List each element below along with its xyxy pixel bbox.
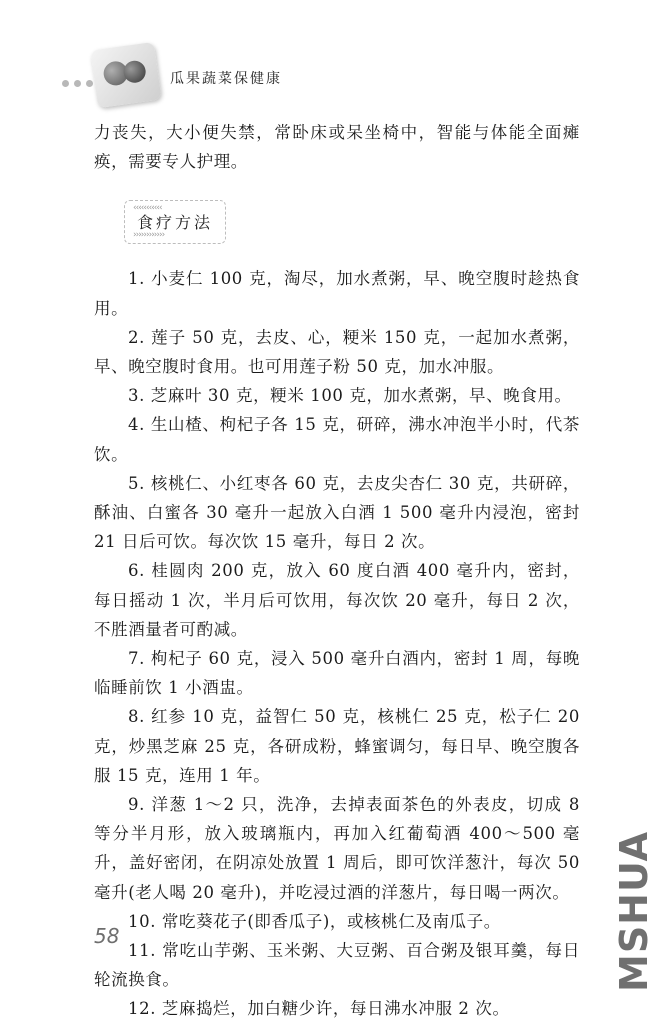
page-header <box>62 44 362 110</box>
list-item: 10. 常吃葵花子(即香瓜子)，或核桃仁及南瓜子。 <box>128 911 501 931</box>
fruit-icon <box>122 59 147 84</box>
watermark: MSHUA <box>612 830 656 992</box>
list-item: 1. 小麦仁 100 克，淘尽，加水煮粥，早、晚空腹时趁热食用。 <box>94 269 580 318</box>
list-item: 4. 生山楂、枸杞子各 15 克，研碎，沸水冲泡半小时，代茶饮。 <box>94 415 580 464</box>
page-content <box>94 118 580 1024</box>
dot-decoration <box>74 80 81 87</box>
list-item: 5. 核桃仁、小红枣各 60 克，去皮尖杏仁 30 克，共研碎，酥油、白蜜各 30 毫升一起放入白酒 1 500 毫升内浸泡，密封 21 日后可饮。每次饮 15 毫升，每日 2 次。 <box>94 473 580 552</box>
running-title: 瓜果蔬菜保健康 <box>170 71 282 87</box>
list-item: 12. 芝麻捣烂，加白糖少许，每日沸水冲服 2 次。 <box>128 999 510 1019</box>
dot-decoration <box>62 80 69 87</box>
list-item: 9. 洋葱 1～2 只，洗净，去掉表面茶色的外表皮，切成 8 等分半月形，放入玻璃瓶内，再加入红葡萄酒 400～500 毫升，盖好密闭，在阴凉处放置 1 周后，即可饮洋葱汁，每次 50 毫升(老人喝 20 毫升)，并吃浸过酒的洋葱片，每日喝一两次。 <box>94 795 580 902</box>
list-item: 6. 桂圆肉 200 克，放入 60 度白酒 400 毫升内，密封，每日摇动 1 次，半月后可饮用，每次饮 20 毫升，每日 2 次，不胜酒量者可酌减。 <box>94 561 580 639</box>
fruit-plate-icon <box>90 42 161 108</box>
lead-paragraph: 力丧失，大小便失禁，常卧床或呆坐椅中，智能与体能全面瘫痪，需要专人护理。 <box>94 123 580 172</box>
list-item: 11. 常吃山芋粥、玉米粥、大豆粥、百合粥及银耳羹，每日轮流换食。 <box>94 941 580 990</box>
section-title: ‹‹‹‹‹‹‹‹‹‹‹ 食疗方法 ›››››››››››› <box>124 200 226 244</box>
list-item: 2. 莲子 50 克，去皮、心，粳米 150 克，一起加水煮粥，早、晚空腹时食用。也可用莲子粉 50 克，加水冲服。 <box>94 327 580 377</box>
section-heading <box>124 176 580 264</box>
list-item: 8. 红参 10 克，益智仁 50 克，核桃仁 25 克，松子仁 20 克，炒黑芝麻 25 克，各研成粉，蜂蜜调匀，每日早、晚空腹各服 15 克，连用 1 年。 <box>94 707 580 785</box>
list-item: 3. 芝麻叶 30 克，粳米 100 克，加水煮粥，早、晚食用。 <box>128 386 572 406</box>
list-item: 7. 枸杞子 60 克，浸入 500 毫升白酒内，密封 1 周，每晚临睡前饮 1 小酒盅。 <box>94 649 580 698</box>
dot-decoration <box>86 80 93 87</box>
page-number: 58 <box>94 924 120 948</box>
header-dots <box>62 72 98 91</box>
